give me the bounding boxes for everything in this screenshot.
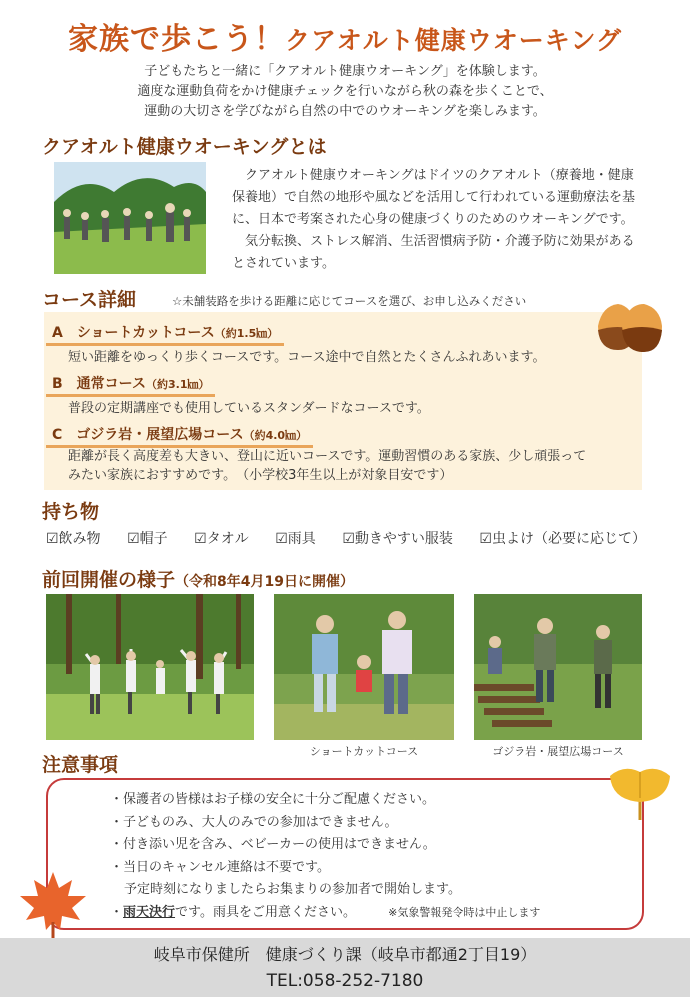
- about-heading: クアオルト健康ウオーキングとは: [42, 136, 327, 158]
- notice-item: ・付き添い児を含み、ベビーカーの使用はできません。: [110, 837, 436, 852]
- intro-line: 運動の大切さを学びながら自然の中でのウオーキングを楽しみます。: [144, 104, 546, 119]
- maple-leaf-icon: [16, 868, 90, 946]
- about-photo: [54, 162, 206, 274]
- notice-item: ・保護者の皆様はお子様の安全に十分ご配慮ください。: [110, 792, 436, 807]
- about-paragraph: クアオルト健康ウオーキングはドイツのクアオルト（療養地・健康保養地）で自然の地形や風などを活用して行われている運動療法を基に、日本で考案された心身の健康づくりのためのウオーキングです。: [232, 168, 636, 227]
- course-title-text: C ゴジラ岩・展望広場コース: [52, 427, 244, 443]
- course-heading: コース詳細: [42, 289, 137, 311]
- chestnut-icon: [592, 300, 666, 360]
- rain-note: ※気象警報発令時は中止します: [388, 905, 541, 919]
- belonging-item: ☑帽子: [127, 531, 168, 547]
- course-note: ☆未舗装路を歩ける距離に応じてコースを選び、お申し込みください: [172, 294, 527, 308]
- belonging-item: ☑雨具: [275, 531, 316, 547]
- event-photo-3: [474, 594, 642, 740]
- photo-3-caption: ゴジラ岩・展望広場コース: [492, 745, 624, 758]
- course-a-title: [46, 322, 284, 346]
- photo-2-caption: ショートカットコース: [309, 745, 419, 758]
- event-photo-1: [46, 594, 254, 740]
- course-distance: （約4.0㎞）: [243, 429, 308, 442]
- title-sub: クアオルト健康ウオーキング: [284, 26, 622, 55]
- rain-text: です。雨具をご用意ください。: [175, 904, 356, 920]
- notice-heading: 注意事項: [42, 754, 119, 776]
- page-title: [0, 14, 690, 58]
- belongings-heading: 持ち物: [42, 501, 100, 523]
- notice-item: ・当日のキャンセル連絡は不要です。: [110, 859, 330, 875]
- rain-bold: 雨天決行: [123, 904, 176, 920]
- belonging-item: ☑飲み物: [46, 531, 101, 547]
- intro-line: 子どもたちと一緒に「クアオルト健康ウオーキング」を体験します。: [144, 64, 546, 79]
- notice-item-rain: [110, 902, 540, 925]
- ginkgo-leaf-icon: [608, 762, 672, 826]
- course-distance: （約3.1㎞）: [145, 378, 210, 391]
- course-c-desc-line: 距離が長く高度差も大きい、登山に近いコースです。運動習慣のある家族、少し頑張って: [68, 449, 587, 464]
- event-photo-2: [274, 594, 454, 740]
- notice-list: [110, 789, 540, 924]
- belongings-list: [46, 528, 646, 548]
- notice-item: ・子どものみ、大人のみでの参加はできません。: [110, 814, 398, 830]
- course-b-desc: 普段の定期講座でも使用しているスタンダードなコースです。: [68, 401, 430, 416]
- course-c-desc-line: みたい家族におすすめです。 （小学校3年生以上が対象目安です）: [68, 468, 453, 483]
- footer-address: 岐阜市保健所 健康づくり課（岐阜市都通2丁目19）: [153, 945, 537, 964]
- previous-heading: [42, 565, 354, 592]
- rain-prefix: ・: [110, 904, 124, 920]
- course-c-title: [46, 424, 313, 448]
- intro-text: [60, 62, 630, 122]
- title-main: 家族で歩こう！: [67, 22, 285, 57]
- course-distance: （約1.5㎞）: [214, 327, 279, 340]
- belonging-item: ☑動きやすい服装: [342, 531, 453, 547]
- belonging-item: ☑タオル: [194, 531, 249, 547]
- about-text: [232, 165, 644, 275]
- course-b-title: [46, 373, 215, 397]
- intro-line: 適度な運動負荷をかけ健康チェックを行いながら秋の森を歩くことで、: [137, 84, 553, 99]
- footer-tel: TEL:058-252-7180: [266, 971, 424, 991]
- course-a-desc: 短い距離をゆっくり歩くコースです。コース途中で自然とたくさんふれあいます。: [68, 350, 546, 365]
- course-c-desc: [68, 447, 638, 485]
- about-paragraph: 気分転換、ストレス解消、生活習慣病予防・介護予防に効果があるとされています。: [232, 234, 635, 271]
- belonging-item: ☑虫よけ（必要に応じて）: [479, 531, 646, 547]
- course-title-text: B 通常コース: [52, 376, 146, 392]
- previous-heading-text: 前回開催の様子: [42, 569, 176, 591]
- notice-item-continuation: 予定時刻になりましたらお集まりの参加者で開始します。: [124, 882, 461, 897]
- previous-date: （令和8年4月19日に開催）: [175, 574, 354, 590]
- footer: [0, 938, 690, 997]
- course-title-text: A ショートカットコース: [52, 325, 215, 341]
